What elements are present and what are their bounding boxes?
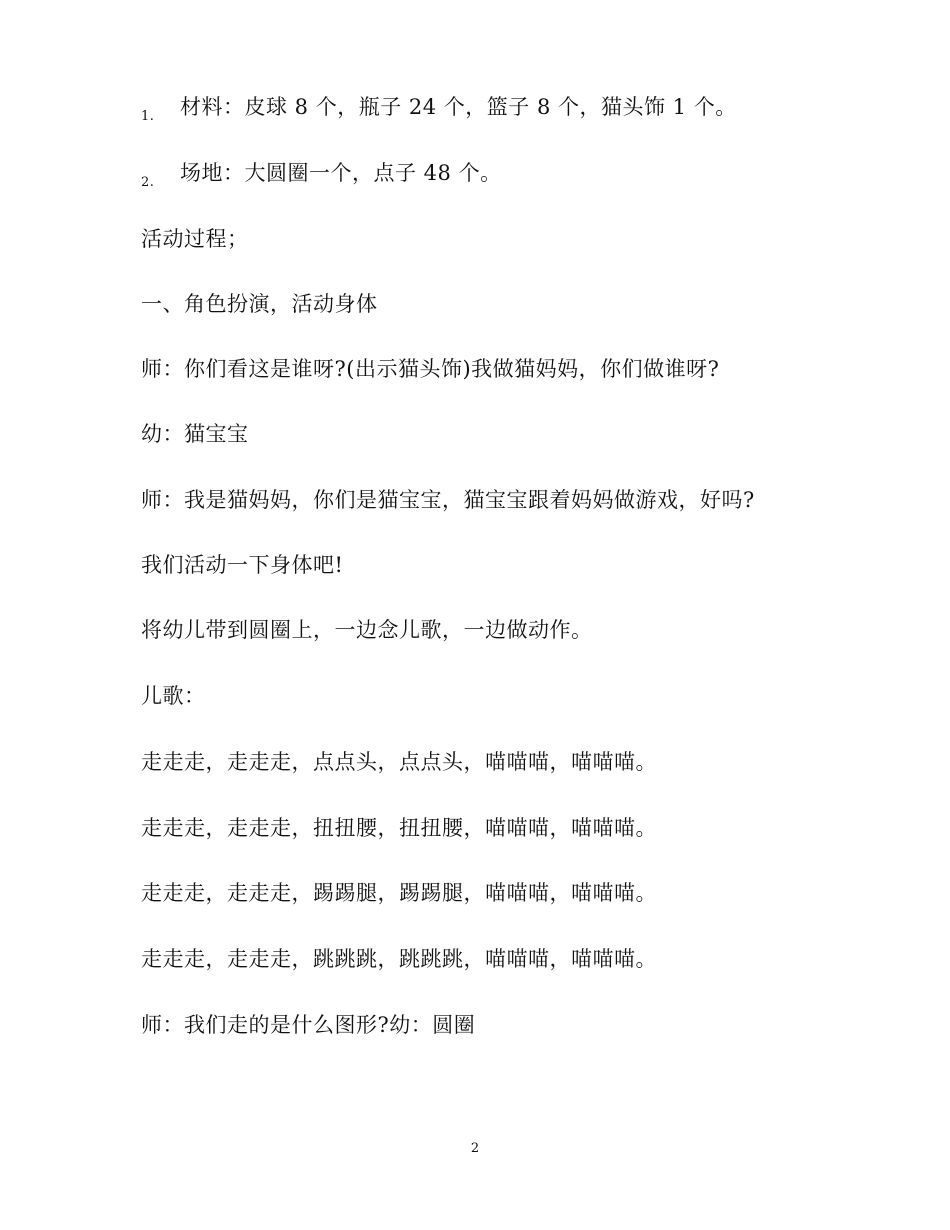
song-line: 走走走，走走走，跳跳跳，跳跳跳，喵喵喵，喵喵喵。 — [141, 947, 657, 971]
list-item-venue — [141, 159, 502, 197]
paragraph: 幼：猫宝宝 — [141, 422, 249, 446]
paragraph: 我们活动一下身体吧! — [141, 553, 344, 577]
list-number: 2. — [141, 175, 155, 190]
list-number: 1. — [141, 109, 155, 124]
song-line: 走走走，走走走，扭扭腰，扭扭腰，喵喵喵，喵喵喵。 — [141, 816, 657, 840]
paragraph: 将幼儿带到圆圈上，一边念儿歌，一边做动作。 — [141, 618, 593, 642]
paragraph: 师：我是猫妈妈，你们是猫宝宝，猫宝宝跟着妈妈做游戏，好吗? — [141, 488, 755, 512]
page-number: 2 — [470, 1141, 480, 1156]
paragraph: 师：你们看这是谁呀?(出示猫头饰)我做猫妈妈，你们做谁呀? — [141, 357, 720, 381]
paragraph: 师：我们走的是什么图形?幼：圆圈 — [141, 1013, 476, 1037]
list-text: 材料：皮球 8 个，瓶子 24 个，篮子 8 个，猫头饰 1 个。 — [180, 95, 737, 119]
section-heading-process: 活动过程； — [141, 227, 249, 251]
list-text: 场地：大圆圈一个，点子 48 个。 — [180, 161, 502, 185]
song-line: 走走走，走走走，踢踢腿，踢踢腿，喵喵喵，喵喵喵。 — [141, 881, 657, 905]
section-heading-role-play: 一、角色扮演，活动身体 — [141, 292, 378, 316]
paragraph: 儿歌： — [141, 684, 206, 708]
song-line: 走走走，走走走，点点头，点点头，喵喵喵，喵喵喵。 — [141, 750, 657, 774]
list-item-materials — [141, 93, 737, 131]
